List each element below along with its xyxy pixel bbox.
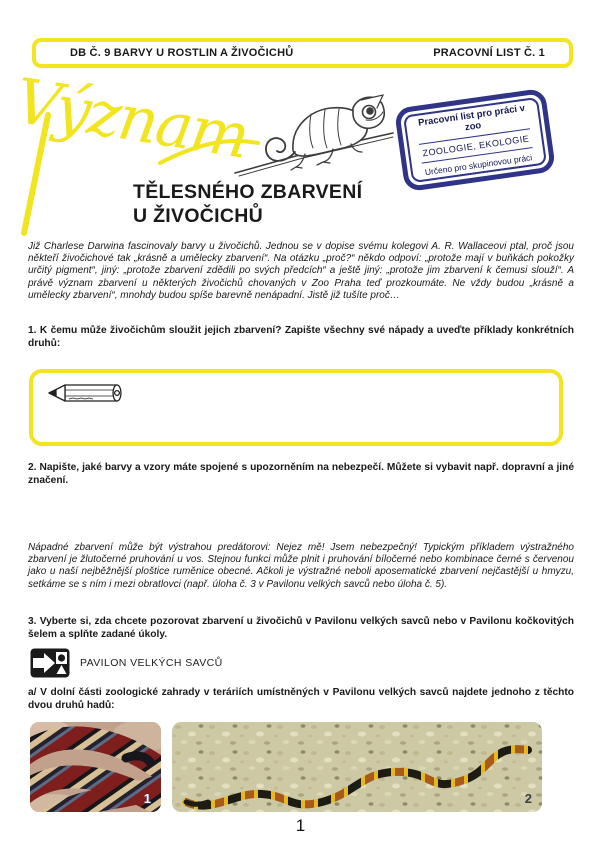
header-title-right: PRACOVNÍ LIST Č. 1 — [433, 47, 545, 59]
zoo-stamp-inner — [403, 97, 547, 183]
photo-coral-snake — [172, 722, 542, 812]
photo-milk-snake — [30, 722, 161, 812]
answer-box — [29, 369, 563, 446]
page-title-line-1: TĚLESNÉHO ZBARVENÍ — [133, 181, 363, 203]
intro-paragraph: Již Charlese Darwina fascinovaly barvy u živočichů. Jednou se v dopise svému kolegovi A. R. Wallaceovi ptal, proč jsou někteří živočichové tak „krásně a umělecky zbarvení“. Na otázku „proč?“ někdo odpoví: „protože mají v buňkách pokožky určitý pigment“, jiný: „protože zbarvení zdědili po svých předcích“ a ještě jiný: „protože jim zbarvení k čemusi slouží“. A právě význam zbarvení u některých živočichů chovaných v Zoo Praha teď prozkoumáte. Ne vždy budou „krásně a umělecky zbarvení“, mnohdy budou spíše barevně nenápadní. Jistě již tušíte proč… — [28, 241, 574, 301]
pavilion-label: PAVILON VELKÝCH SAVCŮ — [80, 657, 223, 669]
stamp-line-2: ZOOLOGIE, EKOLOGIE — [421, 133, 530, 159]
header-title-left: DB Č. 9 BARVY U ROSTLIN A ŽIVOČICHŮ — [70, 47, 294, 59]
question-1: 1. K čemu může živočichům sloužit jejich zbarvení? Zapište všechny své nápady a uveďte příklady konkrétních druhů: — [28, 325, 574, 349]
header-bar — [32, 38, 573, 68]
chameleon-illustration-icon — [233, 92, 395, 178]
photo-number-badge: 2 — [524, 791, 532, 806]
photo-number-badge: 1 — [143, 791, 151, 806]
stamp-line-1: Pracovní list pro práci v zoo — [417, 102, 526, 134]
zoo-stamp-badge — [394, 88, 556, 192]
warning-paragraph: Nápadné zbarvení může být výstrahou predátorovi: Nejez mě! Jsem nebezpečný! Typickým příkladem výstražného zbarvení je žlutočerné pruhování u vos. Stejnou funkci může plnit i pruhování bíločerné nebo kombinace černé s červenou jako u naší nejběžnější ploštice ruměnice obecné. Ačkoli je výstražné neboli aposematické zbarvení nejčastější u hmyzu, setkáme se s ním i mezi obratlovci (např. úloha č. 3 v Pavilonu velkých savců nebo úloha č. 5). — [28, 542, 574, 590]
question-3: 3. Vyberte si, zda chcete pozorovat zbarvení u živočichů v Pavilonu velkých savců nebo v Pavilonu kočkovitých šelem a splňte zadané úkoly. — [28, 616, 574, 640]
script-word-vyznam: Význam — [10, 64, 253, 173]
pavilion-section-header — [30, 647, 223, 679]
pencil-icon — [45, 380, 129, 406]
page-title-line-2: U ŽIVOČICHŮ — [133, 205, 264, 227]
page-number: 1 — [295, 816, 306, 835]
task-a-text: a/ V dolní části zoologické zahrady v teráriích umístněných v Pavilonu velkých savců najdete jednoho z těchto dvou druhů hadů: — [28, 687, 574, 711]
pavilion-sign-icon — [30, 648, 70, 678]
page-title — [133, 180, 463, 228]
question-2: 2. Napište, jaké barvy a vzory máte spojené s upozorněním na nebezpečí. Můžete si vybavit např. dopravní a jiné značení. — [28, 462, 574, 486]
stamp-line-3: Určeno pro skupinovou práci — [424, 152, 533, 178]
